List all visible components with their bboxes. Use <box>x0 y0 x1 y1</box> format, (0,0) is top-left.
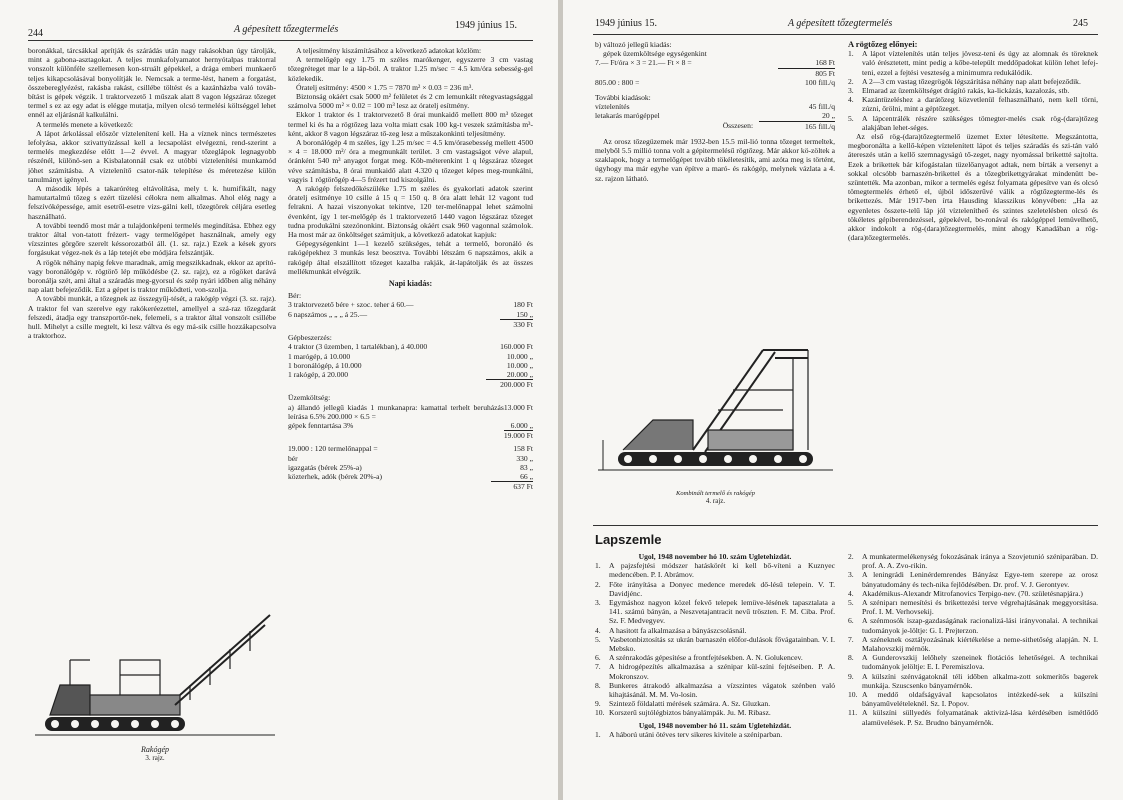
list-item: 4. A hasitott fa alkalmazása a bányászcsolásnál. <box>595 625 747 635</box>
list-item: 3. A leningrádi Leninérdemrendes Bányász Egye-tem szerepe az orosz bányatudomány és tech-nika fejlődésében. Dr. prof. V. J. Gerontyev. <box>848 570 1098 589</box>
row-value: 168 Ft <box>778 58 835 68</box>
row-value: 805 Ft <box>815 68 835 78</box>
paragraph: A teljesítmény kiszámításához a következő adatokat közlöm: <box>296 46 482 55</box>
list-item: 2. Főte irányítása a Donyec medence meredek dő-lésű telepein. V. T. Davidjénc. <box>595 579 835 598</box>
row-label: közterhek, adók (bérek 20%-a) <box>288 471 383 481</box>
lapszemle-heading: Ugol, 1948 november hó 10. szám Ugletehizdát. <box>638 552 792 561</box>
right-date: 1949 június 15. <box>595 18 657 29</box>
figure-number: 4. rajz. <box>705 497 726 505</box>
lapszemle-title: Lapszemle <box>595 532 662 547</box>
figure-rakogep <box>30 565 280 765</box>
final-total: 637 Ft <box>513 482 533 492</box>
row-value: 150 „ <box>500 310 533 320</box>
table-row <box>288 342 533 351</box>
table-row <box>288 310 533 320</box>
b-table <box>595 58 835 87</box>
row-value: 100 fill./q <box>805 77 835 87</box>
table-row <box>595 78 835 87</box>
figure-number: 3. rajz. <box>145 754 165 762</box>
uzem-label: Üzemköltség: <box>288 393 331 403</box>
list-item: 9. Szintező földalatti mérések számára. A. Sz. Gluzkan. <box>595 699 771 709</box>
row-value: 10.000 „ <box>506 360 533 370</box>
table-row <box>288 380 533 390</box>
list-item: 6. A szénrakodás gépesítése a frontfejtésekben. A. N. Golukencev. <box>595 653 803 663</box>
list-item: 8. A Gunderovszkij lelőhely szeneinek flotációs lehetőségei. A technikai tudományok jelöltje: E. I. Peremiszlova. <box>848 653 1098 672</box>
figure-kombinalt <box>593 330 838 510</box>
row-value: 83 „ <box>520 462 533 472</box>
table-row <box>288 444 533 453</box>
table-row <box>288 431 533 441</box>
list-item: 7. A széneknek osztályozásának kiértékelése a neme-sithetőség alapján. N. I. Malahovszkij mérnök. <box>848 634 1098 654</box>
lapszemle-col1 <box>595 552 835 792</box>
table-row <box>595 121 835 131</box>
paragraph: Az első rög-(dara)tőzegtermelő üzemet Exter létesítette. Megszántotta, megboronálta a kellő-képen víztelenített lápot és teljes száradás és szi-tán való átereszés után a kellő szemnagyságú tő-zeget, nagy nyomással brikettté sajtolta. Ezek a brikettek bár kifogástalan tüzelőanyagot adtak, nem bírták a versenyt a sokkal olcsóbb barnaszén-brikettel és a tőzegbrikettgyárakat mindenütt be-szüntették. Ma azonban, mikor a termelés egész folyamata gépesítve van és olcsó tömegtermelés érhető el, újból időszerűvé válik a rögtőzegterme-lés és brikettezés. Már 1917-ben írta Hausding klasszikus könyvében: „Ha az egyenletes összete-telű láp jól víztelenítheő és szintes szeletelésben olcsó és tökéletes gépiberendezéssel, gépekével, bo-ronával és rakógéppel lemüvelhető, akkor indokolt a rög-(dara)tőzegtermelés, mint ahogy Kanadában a rög-(dara)tőzegtermelés. <box>848 132 1098 243</box>
paragraph: Biztonság okáért csak 5000 m² felületet és 2 cm lemunkált rétegvastagsággal számolva 5000 m² × 0.02 = 100 m³ lesz az óratelj esítmény. <box>288 92 533 111</box>
paragraph: A boronálógép 4 m széles, így 1.25 m/sec = 4.5 km/órasebesség mellett 4500 × 4 = 18.000 m²/ óra a megmunkált terület. 3 cm vastagságot véve alapul, óránként 540 m³ anyagot forgat meg. Köb-méterenkint 1 q légszáraz tőzeget véve számításba, 8 órai munkaidő alatt 4.320 q tőzeget képes meg-munkálni, vagyis 1 rögtörőgép 4—5 frézert tud kiszolgálni. <box>288 138 533 184</box>
list-item: 3. Egymáshoz nagyon közel fekvő telepek lemüve-lésének tapasztalata a 141. számú bányán, a Neszvetajantracit nevű tröszten. F. M. Ciba. Prof. Sz. F. Medvegyev. <box>595 598 835 626</box>
row-label: 3 traktorvezető bére + szoc. teher á 60.— <box>288 300 414 310</box>
list-item: 7. A hidrogépezítés alkalmazása a szénipar kül-színi fejtéseiben. P. A. Mokronszov. <box>595 662 835 681</box>
right-col1 <box>595 40 835 340</box>
b-sub: gépek üzemköltsége egységenkint <box>603 49 707 59</box>
table-row <box>288 421 533 431</box>
table-row <box>288 403 533 421</box>
table-row <box>288 482 533 492</box>
list-item: 10. Korszerű sujtólégbiztos bányalámpák. Ju. M. Ribasz. <box>595 708 771 718</box>
lapszemle-heading2: Ugol, 1948 november hó 11. szám Ugletehizdát. <box>638 720 792 730</box>
table-row <box>288 361 533 370</box>
left-date: 1949 június 15. <box>455 20 517 31</box>
right-header-rule <box>593 34 1098 35</box>
list-item: 4. Akadémikus-Alexandr Mitrofanovics Terpigo-nev. (70. születésnapjára.) <box>848 588 1083 598</box>
row-value: 180 Ft <box>513 300 533 310</box>
tovabbi-title: További kiadások: <box>595 93 651 103</box>
list-item: 1. A pajzsfejtési módszer hatáskörét ki kell bő-víteni a Kuznyec medencében. P. I. Abrámov. <box>595 561 835 580</box>
lapszemle-list1b <box>595 730 835 739</box>
uzem-table <box>288 403 533 441</box>
b-title: b) változó jellegű kiadás: <box>595 40 672 49</box>
row-value: 160.000 Ft <box>500 342 533 352</box>
right-running-title: A gépesített tőzegtermelés <box>788 18 893 29</box>
row-label: 6 napszámos „ „ „ á 25.— <box>288 309 368 319</box>
table-row <box>288 319 533 329</box>
right-page-number: 245 <box>1073 18 1088 29</box>
tovabbi-table <box>595 102 835 131</box>
gep-table <box>288 342 533 389</box>
row-value: 10.000 „ <box>506 351 533 361</box>
row-label: 1 rakógép, á 20.000 <box>288 369 349 379</box>
list-item: 5. Vasbetonbiztosítás sz ukrán barnaszén előfor-dulások fővágatainban. V. I. Mebsko. <box>595 634 835 654</box>
left-running-title: A gépesített tőzegtermelés <box>234 24 339 35</box>
ber-table <box>288 300 533 329</box>
uzem-total: 19.000 Ft <box>503 431 533 441</box>
table-row <box>595 68 835 78</box>
ber-total: 330 Ft <box>513 319 533 329</box>
row-value: 20 „ <box>759 111 835 121</box>
row-label: 19.000 : 120 termelőnappal = <box>288 444 378 454</box>
list-item: 2. A munkatermelékenység fokozásának iránya a Szovjetunió széniparában. D. prof. A. A. Zvo-rikin. <box>848 552 1098 571</box>
row-label <box>595 68 778 78</box>
left-col1 <box>28 46 276 566</box>
table-row <box>288 300 533 309</box>
row-value: 6.000 „ <box>504 421 533 431</box>
list-item: 1. A háború utáni ötéves terv sikeres kivitele a széniparban. <box>595 729 783 739</box>
list-item: 11. A külszíni süllyedés folyamatának aktivizá-lása kérdésében ismétlődő alamüvelések. P. Sz. Brudno bányamérnök. <box>848 708 1098 727</box>
paragraph: A második lépés a takaróréteg eltávolítása, mely t. k. humifikált, nagy hamutartalmú tőzeg s ezért tüzelési célokra nem alkalmas. Ahol elég nagy a felszívóképessége, amit esetről-esetre vizs-gálni kell, tőzegtörek céljára esetleg hasznáIható. <box>28 184 276 221</box>
paragraph: boronákkal, tárcsákkal aprítják és szárádás után nagy rakásokban úgy tárolják, mint a gabona-asztagokat. A teljes munkafolyamatot hernyótalpas traktorral vonszolt különféle szellemesen kon-struált gépekkel, a drága emberi munkaerő teljes kikapcsolásával bonyolítják le. Nemcsak a terme-lést, hanem a forgatást, összebereglyézést, rakásba rakást, csillébe töltést és a kazánházba való továb-bítást is gépek végzik. 1 traktorvezető 1 műszak alatt 8 vagon légszáraz tőzeget termel s ez az egy adat is elégge mutatja, milyen olcsó termelési költséggel lehet ennél az eljárásnál kalkulálni. <box>28 46 276 120</box>
paragraph: A további munkát, a tőzegnek az összegyűj-tését, a rakógép végzi (3. sz. rajz). A traktor fel van szerelve egy rakókeréezettel, amellyel a szá-raz tőzegdarát felszedi, átadja egy transzportőr-nek, felemeli, s a traktor által vonszolt csillébe hull. Mihelyt a csille megtelt, ki lesz váltva és egy má-sik csille hozzákapcsolva a traktorhoz. <box>28 294 276 341</box>
list-item: 2. A 2—3 cm vastag tőzegrögök légszárítása néhány nap alatt befejeződik. <box>848 76 1081 86</box>
gep-label: Gépbeszerzés: <box>288 333 332 343</box>
row-label: 1 marógép, á 10.000 <box>288 351 351 361</box>
row-label: 1 boronálógép, á 10.000 <box>288 360 362 370</box>
paragraph: A termelőgép egy 1.75 m széles marókenger, egyszerre 3 cm vastag tőzegréteget mar le a láp-ból. A traktor 1.25 m/sec = 4.5 km/óra sebesség-gel közlekedik. <box>288 55 533 83</box>
paragraph: A lápot árkolással először víztelenítení kell. Ha a víznek nincs természetes lefolyása, akkor szivattyúzással kell a lecsapolást elvégezni, rend-szerint a termelés megkezdése előtt 1—2 évvel. A magyar tőzeglápok legnagyobb részénél, különö-sen a Kisbalatonnál csak ez utóbbi víztelenítési munkamód jöhet számításba. A víztelenítő csator-nák telepítése és méretezése külön tanulmányt igényel. <box>28 128 276 184</box>
list-item: 9. A külszíni szénvágatoknál téli időben alkalma-zott sokmerítős bagerek munkája. Szuscsenko bányamérnök. <box>848 671 1098 690</box>
final-table <box>288 444 533 491</box>
table-row <box>595 58 835 68</box>
paragraph: Ekkor 1 traktor és 1 traktorvezető 8 órai munkaidő mellett 800 m³ tőzeget termel ki és ha a rögtőzeg laza volta miatt csak 100 kg-t veszek számításba m³-ként, akkor 8 vagon légszáraz tő-zeg lesz a műszakonkinti teljesítmény. <box>288 110 533 138</box>
row-label: víztelenítés <box>595 102 630 112</box>
rogtozeg-title: A rögtőzeg előnyei: <box>848 40 918 49</box>
paragraph: Gépegységenkint 1—1 kezelő szükséges, tehát a termelő, boronáló és rakógépekhez 3 munkás lesz beosztva. További létszám 6 napszámos, akik a rakógép által elszállított tőzeget kazalba rakják, át-lapátolják és az összes mellékmunkát elvégzik. <box>288 239 533 276</box>
row-label: bér <box>288 453 298 463</box>
table-row <box>288 463 533 472</box>
row-label: a) állandó jellegű kiadás 1 munkanapra: kamattal terhelt beruházás leírása 6.5% 200.000 × 6.5 = <box>288 402 504 421</box>
right-page <box>563 0 1123 800</box>
row-label: igazgatás (bérek 25%-a) <box>288 462 362 472</box>
list-item: 8. Bunkeres átrakodó alkalmazása a vízszintes vágatok szénben való kihajtásánál. M. M. Vo-losin. <box>595 680 835 700</box>
lapszemle-col2 <box>848 552 1098 792</box>
row-value: 20.000 „ <box>486 370 533 380</box>
table-row <box>288 352 533 361</box>
list-item: 10. A meddő oldafságyávaI kapcsolatos intézkedé-sek a külszíni bányaművelételeknél. Sz. I. Popov. <box>848 690 1098 709</box>
paragraph: Óratelj esítmény: 4500 × 1.75 = 7870 m² × 0.03 = 236 m³. <box>296 82 474 92</box>
left-page <box>0 0 560 800</box>
lapszemle-list2 <box>848 552 1098 727</box>
row-value: 158 Ft <box>513 444 533 454</box>
napi-kiadas-title: Napi kiadás: <box>388 279 433 289</box>
figure-caption: Kombinált termelő és rakógép <box>676 490 755 497</box>
right-col2 <box>848 40 1098 380</box>
table-row <box>595 102 835 111</box>
paragraph: A további teendő most már a tulajdonképeni termelés megindítása. Ebhez egy traktor által von-tatott frézert- vagy termelőgépet használnak, amely egy vízszintes görgőre szerelt késsorozatból áll. (1. sz. rajz.) Ezek a kések gyors forgásukat végez-nek és a láp tetejét ebe módjára felszántják. <box>28 220 276 258</box>
paragraph: A termelés menete a következő: <box>36 119 133 129</box>
row-value: 330 „ <box>516 453 533 463</box>
list-item: 4. Kazántüzeléshez a darátőzeg közvetlenül felhasználható, nem kell törni, zúzni, őrölni, mint a géptőzeget. <box>848 95 1098 114</box>
table-row <box>288 454 533 463</box>
lapszemle-rule <box>593 525 1098 526</box>
gep-total: 200.000 Ft <box>500 380 533 390</box>
row-value: 66 „ <box>491 472 533 482</box>
row-label: letakarás marógéppel <box>595 111 660 121</box>
rakogep-drawing <box>30 565 280 745</box>
row-label: gépek fenntartása 3% <box>288 420 354 430</box>
table-row <box>288 472 533 482</box>
list-item: 1. A lápot víztelenítés után teljes jövesz-teni és úgy az alomnak és töreknek való érésztetett, mint pedig a kőbe-települt meddőpadokat külön lehet lefej-teni, ezzel a fejtési veszteség a minimumra redukálódik. <box>848 49 1098 77</box>
row-value: 45 fill./q <box>808 102 835 112</box>
left-page-number: 244 <box>28 28 43 39</box>
ber-label: Bér: <box>288 291 302 301</box>
figure-caption: Rakógép <box>141 745 169 754</box>
row-label: 4 traktor (3 üzemben, 1 tartalékban), á 40.000 <box>288 342 428 352</box>
advantages-list <box>848 49 1098 132</box>
row-value: 13.000 Ft <box>503 402 533 412</box>
table-row <box>288 370 533 380</box>
kombinalt-drawing <box>593 330 838 490</box>
list-item: 5. A lápcentrálék részére szükséges tömegter-melés csak rög-(dara)tőzeg alakjában lehet-séges. <box>848 113 1098 132</box>
lapszemle-list1 <box>595 561 835 717</box>
row-label: Összesen: <box>722 121 754 131</box>
left-header-rule <box>28 40 533 41</box>
left-col2 <box>288 46 533 791</box>
list-item: 5. A széniparı nemesítési és brikettezési terve végrehajtásának meggyorsítása. Prof. I. M. Verhovsekij. <box>848 598 1098 617</box>
paragraph: Az orosz tőzegüzemek már 1932-ben 15.5 mil-lió tonna tőzeget termeltek, melyből 5.5 millió tonna volt a gépitermelésű rögtőzeg. Már akkor kö-zöltek a szaklapok, hogy a termelőgépet tovább tökéletesítik, ami azóta meg is történt, úgyhogy ma már egyhe van építve a maró- és rakógép, melynek vázlata a 4. sz. rajzon látható. <box>595 136 835 183</box>
row-value: 165 fill./q <box>805 121 835 131</box>
list-item: 6. A szénmosók iszap-gazdaságának racionalizá-lási irányvonalai. A technikai tudományok je-löltje: G. I. Prejterzon. <box>848 616 1098 635</box>
paragraph: A rakógép felszedőkészüléke 1.75 m széles és gyakorlati adatok szerint óratelj esítménye 10 csille á 15 q = 150 q. 8 óra alatt lehát 12 vagont tud felrakni. A hazai viszonyokat tekintve, 120 ter-melőnappal lehet számolni évenként, így 1 ter-melőgép és 1 traktorvezető 1440 vagon légszáraz tőzeget tudna produkálni szezónonkint. Biztonság okáért csak 960 vagonnal számolok. Ha most már az önköltséget számítjuk, a következő adatokat kapjuk: <box>288 184 533 240</box>
row-label: 7.— Ft/óra × 3 = 21.— Ft × 8 = <box>595 58 692 68</box>
list-item: 3. Elmarad az üzemköltséget drágító rakás, ka-lickázás, kazalozás, stb. <box>848 86 1070 96</box>
table-row <box>595 111 835 121</box>
paragraph: A rögök néhány napig fekve maradnak, amíg megszikkadnak, ekkor az aprító- vagy boronálógép v. rögtörő lép működésbe (2. sz. rajz), ez a rögöket darává boronálja szét, ami által a száradás meg-gyorsul és szép nyári időben alig néhány nap alatt befejeződik. Ezt a gépet is traktor működteti, von-szolja. <box>28 257 276 295</box>
row-label: 805.00 : 800 = <box>595 77 640 87</box>
